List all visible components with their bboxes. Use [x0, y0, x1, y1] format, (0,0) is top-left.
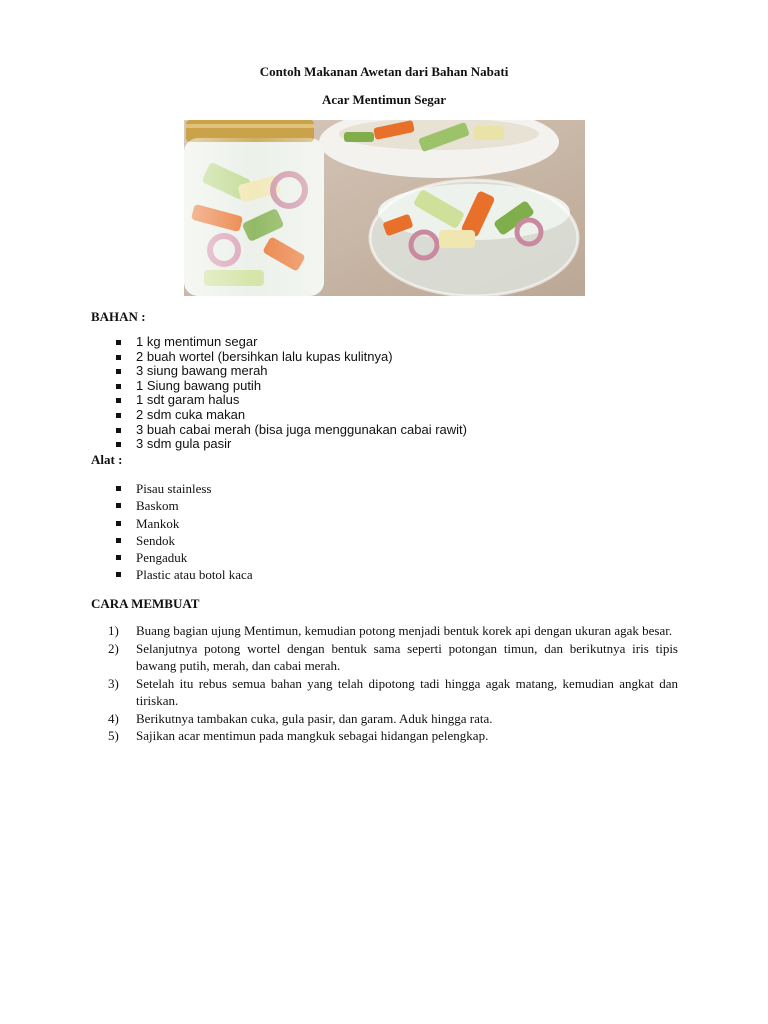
- alat-list: [116, 480, 253, 584]
- bahan-item: 2 sdm cuka makan: [116, 408, 467, 423]
- cara-membuat-heading: CARA MEMBUAT: [91, 596, 200, 611]
- step-number: 4): [108, 710, 119, 726]
- alat-item: Mankok: [116, 515, 253, 532]
- step-item: [108, 622, 678, 640]
- step-text: Buang bagian ujung Mentimun, kemudian potong menjadi bentuk korek api dengan ukuran agak besar.: [136, 623, 673, 638]
- document-subtitle: Acar Mentimun Segar: [322, 92, 446, 107]
- step-text: Setelah itu rebus semua bahan yang telah dipotong tadi hingga agak matang, kemudian angkat dan tiriskan.: [136, 675, 678, 708]
- bahan-item: 3 siung bawang merah: [116, 364, 467, 379]
- document-title: Contoh Makanan Awetan dari Bahan Nabati: [259, 64, 509, 79]
- bahan-item: 3 buah cabai merah (bisa juga menggunakan cabai rawit): [116, 423, 467, 438]
- step-text: Selanjutnya potong wortel dengan bentuk sama seperti potongan timun, dan berikutnya iris tipis bawang putih, merah, dan cabai merah.: [136, 640, 678, 673]
- alat-heading: Alat :: [91, 452, 123, 467]
- step-number: 1): [108, 623, 119, 638]
- alat-item: Baskom: [116, 497, 253, 514]
- bahan-heading: BAHAN :: [91, 309, 146, 324]
- alat-item: Plastic atau botol kaca: [116, 566, 253, 583]
- bahan-item: 2 buah wortel (bersihkan lalu kupas kulitnya): [116, 350, 467, 365]
- bahan-item: 1 kg mentimun segar: [116, 335, 467, 350]
- bahan-item: 1 Siung bawang putih: [116, 379, 467, 394]
- bahan-list: [116, 335, 467, 452]
- step-number: 2): [108, 640, 119, 656]
- alat-item: Pisau stainless: [116, 480, 253, 497]
- pickled-cucumber-photo: [184, 120, 585, 296]
- step-text: Sajikan acar mentimun pada mangkuk sebagai hidangan pelengkap.: [136, 728, 489, 743]
- step-item: [108, 675, 678, 710]
- cara-membuat-steps: [108, 622, 678, 745]
- step-number: 3): [108, 675, 119, 691]
- step-text: Berikutnya tambakan cuka, gula pasir, dan garam. Aduk hingga rata.: [136, 710, 493, 726]
- bahan-item: 1 sdt garam halus: [116, 393, 467, 408]
- alat-item: Sendok: [116, 532, 253, 549]
- step-item: [108, 640, 678, 675]
- bahan-item: 3 sdm gula pasir: [116, 437, 467, 452]
- step-item: [108, 710, 678, 728]
- step-item: [108, 727, 678, 745]
- alat-item: Pengaduk: [116, 549, 253, 566]
- step-number: 5): [108, 728, 119, 743]
